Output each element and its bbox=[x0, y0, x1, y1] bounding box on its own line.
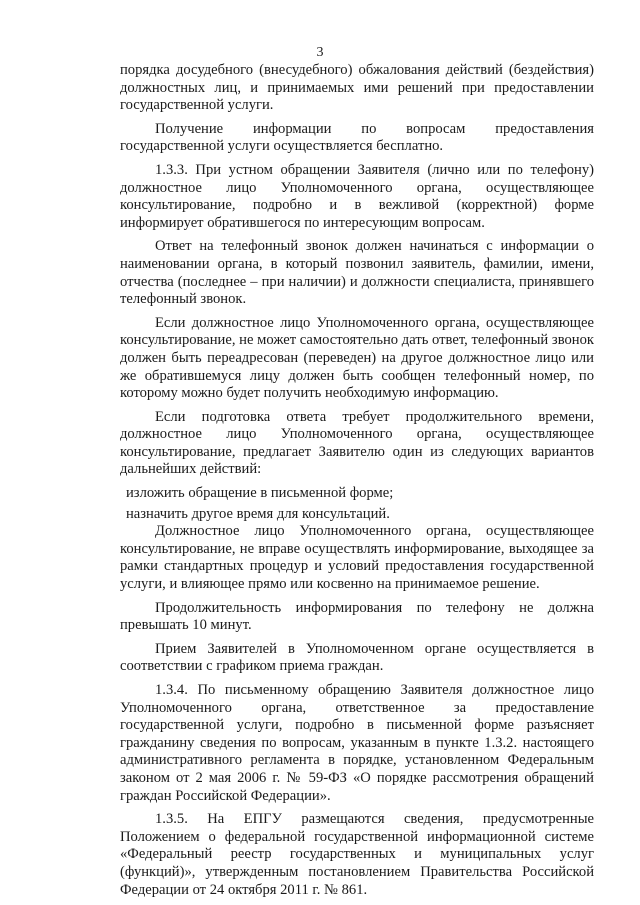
paragraph-1-3-4: 1.3.4. По письменному обращению Заявителя должностное лицо Уполномоченного органа, ответственное за предоставление государственной услуги, подробно в письменной форме разъясняет гражданину сведения по вопросам, указанным в пункте 1.3.2. настоящего административного регламента в порядке, установленном Федеральным законом от 2 мая 2006 г. № 59-ФЗ «О порядке рассмотрения обращений граждан Российской Федерации». bbox=[120, 682, 594, 804]
paragraph-no-extra-info: Должностное лицо Уполномоченного органа, осуществляющее консультирование, не вправе осуществлять информирование, выходящее за рамки стандартных процедур и условий предоставления государственной услуги, и влияющее прямо или косвенно на принимаемое решение. bbox=[120, 523, 594, 593]
paragraph-1-3-3: 1.3.3. При устном обращении Заявителя (лично или по телефону) должностное лицо Уполномоченного органа, осуществляющее консультирование, подробно и в вежливой (корректной) форме информирует обратившегося по интересующим вопросам. bbox=[120, 161, 594, 231]
document-body bbox=[120, 62, 594, 899]
paragraph-duration: Продолжительность информирования по телефону не должна превышать 10 минут. bbox=[120, 599, 594, 634]
paragraph-redirect-call: Если должностное лицо Уполномоченного органа, осуществляющее консультирование, не может самостоятельно дать ответ, телефонный звонок должен быть переадресован (переведен) на другое должностное лицо или же обратившемуся лицу должен быть сообщен телефонный номер, по которому можно будет получить необходимую информацию. bbox=[120, 314, 594, 402]
paragraph-reception-schedule: Прием Заявителей в Уполномоченном органе осуществляется в соответствии с графиком приема граждан. bbox=[120, 640, 594, 675]
paragraph-continuation: порядка досудебного (внесудебного) обжалования действий (бездействия) должностных лиц, и принимаемых ими решений при предоставлении государственной услуги. bbox=[120, 62, 594, 114]
page-number: 3 bbox=[316, 45, 324, 60]
paragraph-phone-answer: Ответ на телефонный звонок должен начинаться с информации о наименовании органа, в который позвонил заявитель, фамилии, имени, отчества (последнее – при наличии) и должности специалиста, принявшего телефонный звонок. bbox=[120, 238, 594, 308]
paragraph-long-answer: Если подготовка ответа требует продолжительного времени, должностное лицо Уполномоченного органа, осуществляющее консультирование, предлагает Заявителю один из следующих вариантов дальнейших действий: bbox=[120, 408, 594, 478]
list-item-another-time: назначить другое время для консультаций. bbox=[126, 505, 390, 522]
list-item-written-request: изложить обращение в письменной форме; bbox=[126, 485, 394, 502]
paragraph-1-3-5: 1.3.5. На ЕПГУ размещаются сведения, предусмотренные Положением о федеральной государственной информационной системе «Федеральный реестр государственных и муниципальных услуг (функций)», утвержденным постановлением Правительства Российской Федерации от 24 октября 2011 г. № 861. bbox=[120, 811, 594, 898]
paragraph-free-info: Получение информации по вопросам предоставления государственной услуги осуществляется бесплатно. bbox=[120, 120, 594, 155]
